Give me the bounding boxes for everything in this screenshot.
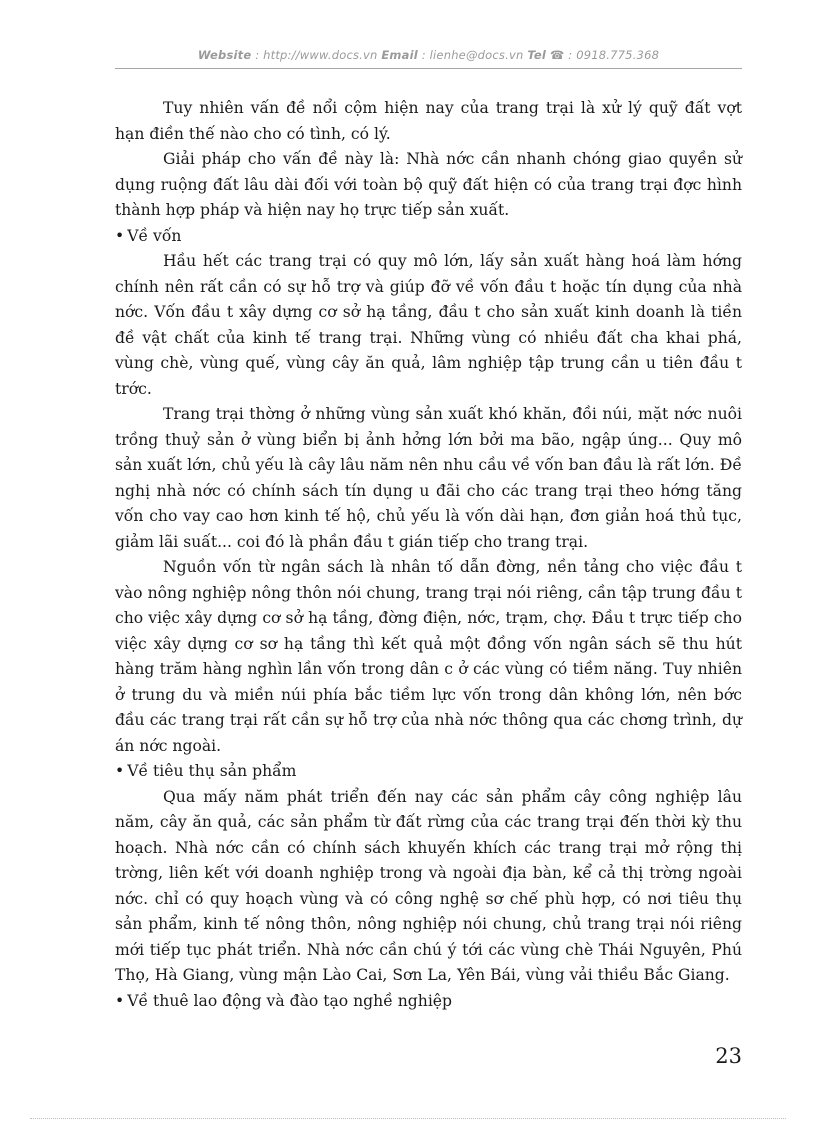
phone-icon: ☎ xyxy=(549,48,565,62)
body-paragraph: Giải pháp cho vấn đề này là: Nhà nớc cần nhanh chóng giao quyền sử dụng ruộng đất lâu dài đối với toàn bộ quỹ đất hiện có của trang trại đợc hình thành hợp pháp và hiện nay họ trực tiếp sản xuất. xyxy=(115,150,742,219)
bullet-icon: • xyxy=(115,762,125,780)
section-heading xyxy=(115,759,742,785)
section-heading-text: Về tiêu thụ sản phẩm xyxy=(127,762,297,780)
body-paragraph: Qua mấy năm phát triển đến nay các sản phẩm cây công nghiệp lâu năm, cây ăn quả, các sản phẩm từ đất rừng của các trang trại đến thời kỳ thu hoạch. Nhà nớc cần có chính sách khuyến khích các trang trại mở rộng thị trờng, liên kết với doanh nghiệp trong và ngoài địa bàn, kể cả thị trờng ngoài nớc. chỉ có quy hoạch vùng và có công nghệ sơ chế phù hợp, có nơi tiêu thụ sản phẩm, kinh tế nông thôn, nông nghiệp nói chung, chủ trang trại nói riêng mới tiếp tục phát triển. Nhà nớc cần chú ý tới các vùng chè Thái Nguyên, Phú Thọ, Hà Giang, vùng mận Lào Cai, Sơn La, Yên Bái, vùng vải thiều Bắc Giang. xyxy=(115,787,742,984)
document-body xyxy=(115,96,742,1014)
section-heading-text: Về thuê lao động và đào tạo nghề nghiệp xyxy=(127,991,453,1010)
footer-divider xyxy=(30,1118,786,1119)
website-label: Website xyxy=(197,48,252,62)
email-value: : lienhe@docs.vn xyxy=(417,48,524,62)
tel-label: Tel xyxy=(527,48,547,62)
section-heading xyxy=(115,224,742,250)
section-heading-text: Về vốn xyxy=(127,226,182,245)
page-header xyxy=(115,48,742,62)
tel-value: : 0918.775.368 xyxy=(564,48,660,62)
header-divider xyxy=(115,68,742,69)
bullet-icon: • xyxy=(115,991,125,1010)
body-paragraph: Trang trại thờng ở những vùng sản xuất khó khăn, đồi núi, mặt nớc nuôi trồng thuỷ sản ở vùng biển bị ảnh hởng lớn bởi ma bão, ngập úng... Quy mô sản xuất lớn, chủ yếu là cây lâu năm nên nhu cầu về vốn ban đầu là rất lớn. Đề nghị nhà nớc có chính sách tín dụng u đãi cho các trang trại theo hớng tăng vốn cho vay cao hơn kinh tế hộ, chủ yếu là vốn dài hạn, đơn giản hoá thủ tục, giảm lãi suất... coi đó là phần đầu t gián tiếp cho trang trại. xyxy=(115,405,742,551)
body-paragraph: Tuy nhiên vấn đề nổi cộm hiện nay của trang trại là xử lý quỹ đất vợt hạn điền thế nào cho có tình, có lý. xyxy=(115,99,742,143)
section-heading xyxy=(115,989,742,1015)
body-paragraph: Nguồn vốn từ ngân sách là nhân tố dẫn đờng, nền tảng cho việc đầu t vào nông nghiệp nông thôn nói chung, trang trại nói riêng, cần tập trung đầu t cho việc xây dựng cơ sở hạ tầng, đờng điện, nớc, trạm, chợ. Đầu t trực tiếp cho việc xây dựng cơ sơ hạ tầng thì kết quả một đồng vốn ngân sách sẽ thu hút hàng trăm hàng nghìn lần vốn trong dân c ở các vùng có tiềm năng. Tuy nhiên ở trung du và miền núi phía bắc tiềm lực vốn trong dân không lớn, nên bớc đầu các trang trại rất cần sự hỗ trợ của nhà nớc thông qua các chơng trình, dự án nớc ngoài. xyxy=(115,558,742,755)
website-value: : http://www.docs.vn xyxy=(251,48,378,62)
bullet-icon: • xyxy=(115,226,125,245)
email-label: Email xyxy=(381,48,418,62)
page-number: 23 xyxy=(715,1044,742,1068)
body-paragraph: Hầu hết các trang trại có quy mô lớn, lấy sản xuất hàng hoá làm hớng chính nên rất cần có sự hỗ trợ và giúp đỡ về vốn đầu t hoặc tín dụng của nhà nớc. Vốn đầu t xây dựng cơ sở hạ tầng, đầu t cho sản xuất kinh doanh là tiền đề vật chất của kinh tế trang trại. Những vùng có nhiều đất cha khai phá, vùng chè, vùng quế, vùng cây ăn quả, lâm nghiệp tập trung cần u tiên đầu t trớc. xyxy=(115,252,742,398)
